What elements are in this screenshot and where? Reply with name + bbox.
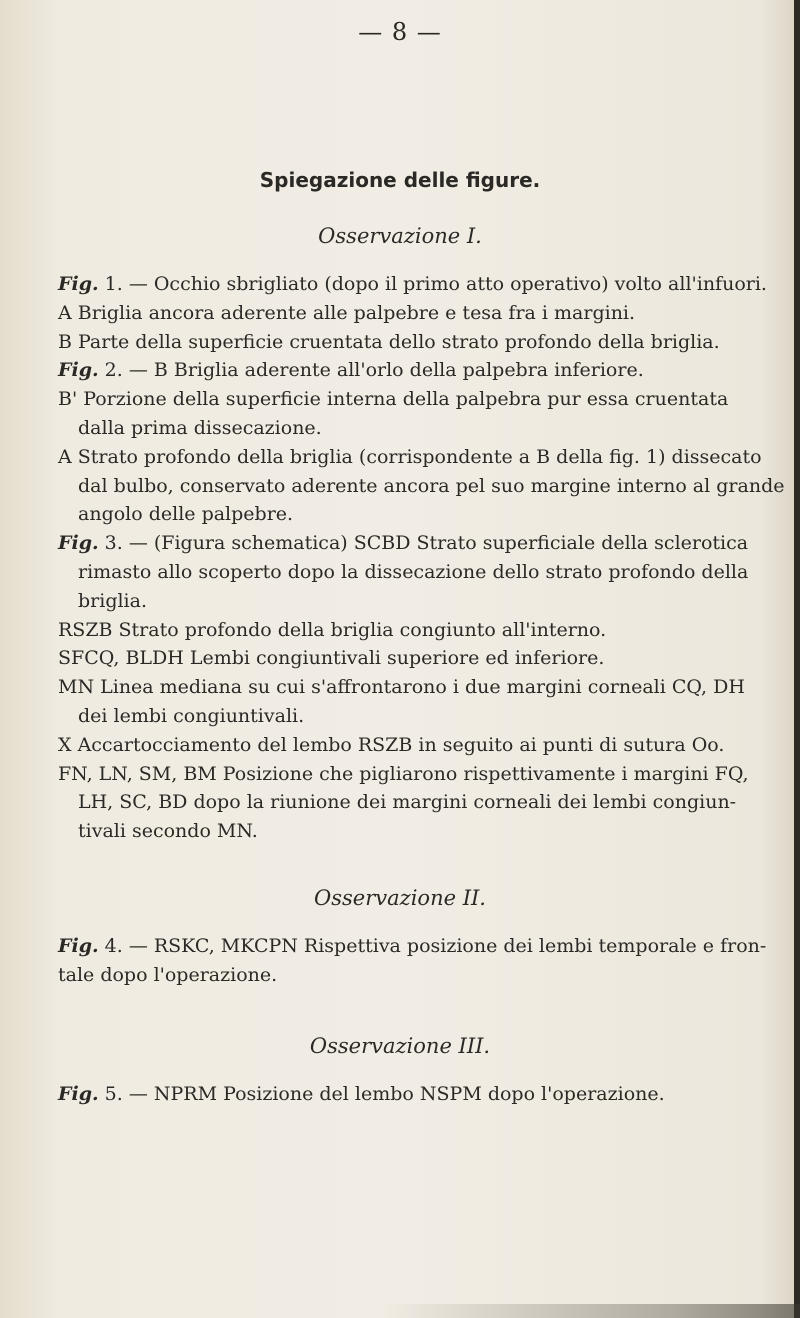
page-edge xyxy=(794,0,800,1318)
text-line xyxy=(58,472,788,501)
figure-label: Fig. xyxy=(58,359,99,382)
line-text: MN Linea mediana su cui s'affrontarono i due margini corneali CQ, DH xyxy=(58,676,745,699)
line-text: dalla prima dissecazione. xyxy=(78,416,322,439)
line-text: dal bulbo, conservato aderente ancora pel suo margine interno al grande xyxy=(78,474,785,497)
text-line xyxy=(58,270,788,299)
text-line xyxy=(58,673,788,702)
page-shadow xyxy=(380,1304,800,1318)
text-line xyxy=(58,529,788,558)
line-text: briglia. xyxy=(78,589,148,612)
text-line xyxy=(58,356,788,385)
line-text: 5. — NPRM Posizione del lembo NSPM dopo l'operazione. xyxy=(98,1083,665,1105)
text-line xyxy=(58,702,788,731)
line-text: B Parte della superficie cruentata dello strato profondo della briglia. xyxy=(58,330,720,353)
line-text: RSZB Strato profondo della briglia congiunto all'interno. xyxy=(58,618,607,641)
text-line xyxy=(58,616,788,645)
text-line xyxy=(58,961,788,990)
line-text: X Accartocciamento del lembo RSZB in seguito ai punti di sutura Oo. xyxy=(58,733,725,756)
page-heading: Spiegazione delle figure. xyxy=(259,168,541,192)
text-line xyxy=(58,1080,788,1109)
section-body xyxy=(58,1080,788,1109)
line-text: rimasto allo scoperto dopo la dissecazione dello strato profondo della xyxy=(78,560,749,583)
figure-label: Fig. xyxy=(58,1083,99,1105)
text-line xyxy=(58,328,788,357)
text-line xyxy=(58,932,788,961)
section-title: Osservazione III. xyxy=(309,1034,491,1058)
line-text: B' Porzione della superficie interna della palpebra pur essa cruentata xyxy=(58,388,729,411)
line-text: SFCQ, BLDH Lembi congiuntivali superiore ed inferiore. xyxy=(58,647,605,670)
text-line xyxy=(58,385,788,414)
line-text: A Briglia ancora aderente alle palpebre e tesa fra i margini. xyxy=(58,301,636,324)
text-line xyxy=(58,788,788,817)
text-line xyxy=(58,731,788,760)
line-text: tale dopo l'operazione. xyxy=(58,963,278,986)
section-title: Osservazione I. xyxy=(318,224,482,248)
figure-label: Fig. xyxy=(58,935,99,957)
section-body xyxy=(58,932,788,990)
text-line xyxy=(58,414,788,443)
line-text: FN, LN, SM, BM Posizione che pigliarono rispettivamente i margini FQ, xyxy=(58,762,749,785)
line-text: angolo delle palpebre. xyxy=(78,503,294,526)
text-line xyxy=(58,817,788,846)
figure-label: Fig. xyxy=(58,532,99,555)
text-line xyxy=(58,587,788,616)
text-line xyxy=(58,644,788,673)
line-text: LH, SC, BD dopo la riunione dei margini corneali dei lembi congiun- xyxy=(78,791,737,814)
text-line xyxy=(58,500,788,529)
line-text: 1. — Occhio sbrigliato (dopo il primo atto operativo) volto all'infuori. xyxy=(98,273,767,295)
section-title: Osservazione II. xyxy=(314,886,486,910)
section-body xyxy=(58,270,788,846)
text-line xyxy=(58,760,788,789)
line-text: tivali secondo MN. xyxy=(78,820,258,843)
line-text: A Strato profondo della briglia (corrispondente a B della fig. 1) dissecato xyxy=(58,445,762,468)
line-text: 2. — B Briglia aderente all'orlo della palpebra inferiore. xyxy=(98,359,644,382)
line-text: dei lembi congiuntivali. xyxy=(78,704,305,727)
text-line xyxy=(58,558,788,587)
page-number: — 8 — xyxy=(358,18,442,46)
text-line xyxy=(58,443,788,472)
text-line xyxy=(58,299,788,328)
line-text: 3. — (Figura schematica) SCBD Strato superficiale della sclerotica xyxy=(98,532,749,555)
line-text: 4. — RSKC, MKCPN Rispettiva posizione dei lembi temporale e fron- xyxy=(98,935,767,957)
figure-label: Fig. xyxy=(58,273,99,295)
